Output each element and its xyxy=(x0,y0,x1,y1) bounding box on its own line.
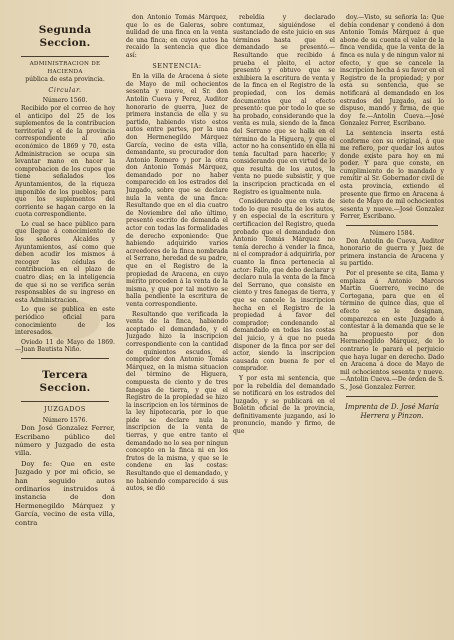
column-2 xyxy=(126,14,228,634)
number-label-2: Número 1576. xyxy=(42,416,88,424)
doy-fe-paragraph: Doy fe: Que en este Juzgado y por mi oficio, se han seguido autos ordinarios instruidos á instancia de don Hermenegildo Márquez y García, vecino de esta villa, contra xyxy=(15,459,115,527)
date-line: Oviedo 11 de Mayo de 1869.—Juan Bautista Niño. xyxy=(15,338,115,354)
body-paragraph: Lo que se publica en este periódico oficial para conocimiento de los interesados. xyxy=(15,306,115,337)
body-paragraph: doy.—Visto, su señoría la: Que debía condenar y condenó á don Antonio Tomás Márquez á que abone de su cuenta el valor de la finca vendida, que la venta de la finca es nula y de ningun valor ni efecto, y que se cancele la inscripcion hecha á su favor en el Registro de la propiedad; y por esta su sentencia, que se notificará al demandado en los estrados del Juzgado, así lo dispuso, mandó y firma, de que doy fe.—Antolin Cueva.—José Gonzalez Ferrer, Escribano. xyxy=(340,14,444,128)
column-1 xyxy=(15,14,115,634)
signer-paragraph: Don José Gonzalez Ferrer, Escribano público del número y Juzgado de esta villa. xyxy=(15,424,115,458)
body-paragraph: Considerando que en vista de todo lo que resulta de los autos, y en especial de la escritura y certificacion del Registro, queda probado que el demandado don Antonio Tomás Márquez no tenía derecho á vender la finca, ni el comprador á adquirirla, por cuanto la finca pertenecía al actor: Fallo, que debo declarar y declaro nula la venta de la finca del Serrano, que consiste en ciento y tres fanegas de tierra, y que se cancele la inscripcion hecha en el Registro de la propiedad á favor del comprador; condenando al demandado en todas las costas del juicio, y á que no pueda disponer de la finca por ser del actor, siendo la inscripcion causada con buena fe por el comprador. xyxy=(233,198,335,373)
body-paragraph: En la villa de Aracena á siete de Mayo de mil ochocientos sesenta y nueve, el Sr. don Antolin Cueva y Perez, Auditor honorario de guerra, Juez de primera instancia de ella y su partido, habiendo visto estos autos entre partes, por la una don Hermenegildo Márquez García, vecino de esta villa, demandante, su procurador don Antonio Romero y por la otra don Antonio Tomás Márquez, demandado por no haber comparecido en los estrados del Juzgado, sobre que se declare nula la venta de una finca: Resultando que en el dia cuatro de Noviembre del año último, presentó escrito de demanda el actor con todas las formalidades de derecho exponiendo: Que habiendo adquirido varios acreedores de la finca nombrada el Serrano, heredad de su padre, que en el Registro de la propiedad de Aracena, en cuyo mérito proceden á la venta de la misma, y que por tal motivo se halla pendiente la escritura de venta correspondiente. xyxy=(126,73,228,308)
section-title-3: Tercera Seccion. xyxy=(39,368,91,394)
body-paragraph: Y por esta mi sentencia, que por la rebeldía del demandado se notificará en los estrados del Juzgado, y se publicará en el Boletin oficial de la provincia, definitivamente juzgando, así lo pronuncio, mando y firmo, de que xyxy=(233,374,335,436)
number-label: Número 1584. xyxy=(369,230,415,238)
body-paragraph: don Antonio Tomás Márquez, que lo es de Galeras, sobre nulidad de una finca en la venta de una finca; en cuyos autos ha recaido la sentencia que dice así: xyxy=(126,14,228,59)
section-title: Segunda Seccion. xyxy=(38,24,92,49)
sentencia-heading: SENTENCIA: xyxy=(152,61,202,70)
juzgados-heading: JUZGADOS xyxy=(44,404,86,413)
divider xyxy=(346,396,438,397)
body-paragraph: Recibido por el correo de hoy el anticipo del 25 de los suplementos de la contribucion territorial y el de la provincia correspondiente al año económico de 1869 y 70, esta Administracion se ocupa sin levantar mano en hacer la comprobacion de los cupos que tiene señalados los Ayuntamientos, de la riqueza imponible de los pueblos; para que los suplementos del corriente se hagan cargo en la cuota correspondiente. xyxy=(15,104,115,219)
body-paragraph: Don Antolin de Cueva, Auditor honorario de guerra y Juez de primera instancia de Aracena y su partido. xyxy=(340,237,444,268)
divider xyxy=(346,225,438,226)
number-label: Número 1560. xyxy=(42,97,88,105)
body-paragraph: Lo cual se hace público para que llegue á conocimiento de los señores Alcaldes y Ayuntamientos, así como que deben acudir los mismos á recoger las cédulas de contribucion en el plazo de cuatro dias; en la inteligencia de que si no se verifica serán responsables de su ingreso en esta Administracion. xyxy=(15,220,115,304)
body-paragraph: Resultando que verificada la venta de la finca, habiendo aceptado el demandado, y el Juzgado hizo la inscripcion correspondiente con la cantidad de quinientos escudos, el comprador don Antonio Tomás Márquez, en la misma situacion del término de Higuera, compuesta de ciento y de tres fanegas de tierra, y que el Registro de la propiedad se hizo la inscripcion en los términos de la ley hipotecaria, por lo que pide se declare nula la inscripcion de la venta de tierras, y que entre tanto el demandado no lo sea por ningun concepto en la finca ni en los frutos de la misma, y que se le condene en las costas: Resultando que el demandado, y no habiendo comparecido á sus autos, se dió xyxy=(126,310,228,493)
body-paragraph: rebeldía y declarado contumaz, siguiéndose el sustanciado de este juicio en sus términos hasta que el demandado se presentó.—Resultando que recibido á prueba el pleito, el actor presentó y obtuvo que se exhibiera la escritura de venta y de la finca en el Registro de la propiedad, con los demás documentos que al efecto presentó: que por todo lo que se ha probado, considerando que la venta es nula, siendo de la finca del Serrano que se halla en el término de la Higuera, y que el actor no ha consentido en ella ni tenía facultad para hacerlo; y considerando que en virtud de lo que resulta de los autos, la venta no puede subsistir, y que la inscripcion practicada en el Registro es igualmente nula. xyxy=(233,14,335,196)
circular-label: Circular. xyxy=(48,85,82,94)
divider xyxy=(21,358,109,359)
imprint-line: Imprenta de D. José María Herrera y Pinzon. xyxy=(345,402,439,420)
admin-heading: ADMINISTRACION DE HACIENDA xyxy=(29,61,101,75)
divider xyxy=(21,401,109,402)
divider xyxy=(21,56,109,57)
column-4 xyxy=(340,14,444,634)
admin-subheading: pública de esta provincia. xyxy=(25,76,105,84)
body-paragraph: La sentencia inserta está conforme con su original, á que me refiero, por quedar los autos donde existe para hoy en mi poder. Y para que conste, en cumplimiento de lo mandado y remitir al Sr. Gobernador civil de esta provincia, extiendo el presente que firmo en Aracena á siete de Mayo de mil ochocientos sesenta y nueve.—José Gonzalez Ferrer, Escribano. xyxy=(340,129,444,221)
column-3 xyxy=(233,14,335,634)
body-paragraph: Por el presente se cita, llama y emplaza á Antonio Marcos Martín Guerrero, vecino de Cortegana, para que en el término de quince días, que el efecto se le designan, comparezca en este Juzgado á contestar á la demanda que se le ha propuesto por don Hermenegildo Márquez, de lo contrario le parará el perjuicio que haya lugar en derecho. Dado en Aracena á doce de Mayo de mil ochocientos sesenta y nueve.—Antolin Cueva.—De órden de S. S., José Gonzalez Ferrer. xyxy=(340,270,444,391)
